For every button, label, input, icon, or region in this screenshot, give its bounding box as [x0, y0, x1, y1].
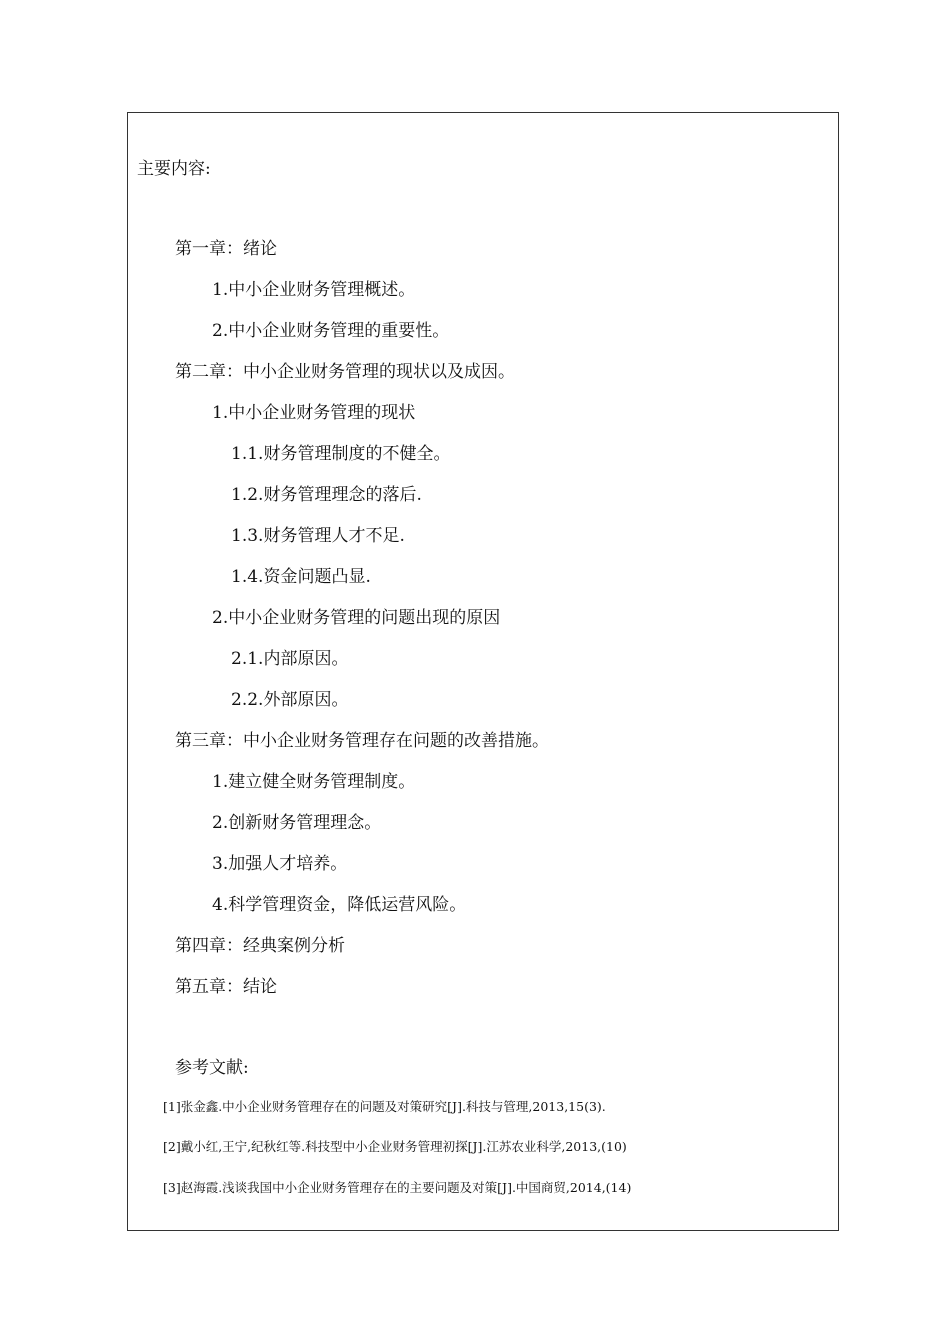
outline-subitem: 2.2.外部原因。: [231, 690, 349, 710]
reference-item: [3]赵海霞.浅谈我国中小企业财务管理存在的主要问题及对策[J].中国商贸,2014,(14): [163, 1180, 632, 1195]
outline-item: 1.中小企业财务管理的现状: [212, 403, 416, 423]
reference-item: [1]张金鑫.中小企业财务管理存在的问题及对策研究[J].科技与管理,2013,15(3).: [163, 1099, 606, 1114]
outline-item: 1.中小企业财务管理概述。: [212, 280, 416, 300]
outline-item: 2.中小企业财务管理的重要性。: [212, 321, 450, 341]
outline-chapter: 第二章：中小企业财务管理的现状以及成因。: [175, 362, 515, 382]
outline-chapter: 第五章：结论: [175, 977, 277, 997]
outline-subitem: 1.2.财务管理理念的落后.: [231, 485, 422, 505]
outline-item: 4.科学管理资金，降低运营风险。: [212, 895, 467, 915]
outline-item: 1.建立健全财务管理制度。: [212, 772, 416, 792]
outline-item: 2.创新财务管理理念。: [212, 813, 382, 833]
references-title: 参考文献:: [175, 1058, 249, 1078]
outline-chapter: 第三章：中小企业财务管理存在问题的改善措施。: [175, 731, 549, 751]
outline-chapter: 第四章：经典案例分析: [175, 936, 345, 956]
reference-item: [2]戴小红,王宁,纪秋红等.科技型中小企业财务管理初探[J].江苏农业科学,2013,(10): [163, 1139, 627, 1154]
outline-subitem: 2.1.内部原因。: [231, 649, 349, 669]
outline-item: 2.中小企业财务管理的问题出现的原因: [212, 608, 501, 628]
section-heading: 主要内容:: [137, 159, 211, 179]
outline-subitem: 1.4.资金问题凸显.: [231, 567, 371, 587]
outline-item: 3.加强人才培养。: [212, 854, 348, 874]
outline-subitem: 1.1.财务管理制度的不健全。: [231, 444, 451, 464]
outline-subitem: 1.3.财务管理人才不足.: [231, 526, 405, 546]
outline-chapter: 第一章：绪论: [175, 239, 277, 259]
